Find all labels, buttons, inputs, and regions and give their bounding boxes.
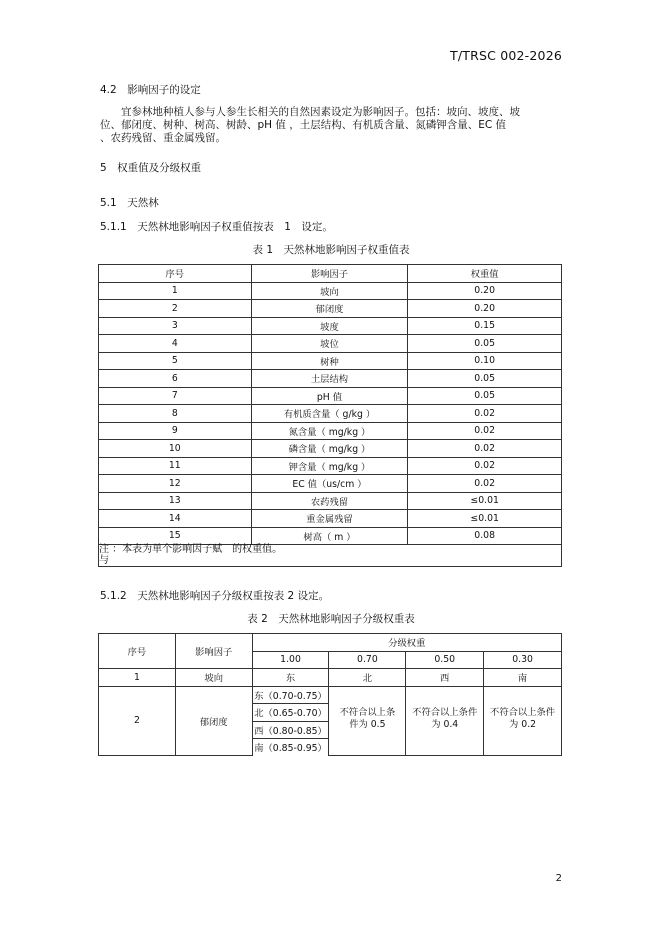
table-row [99, 457, 562, 475]
table-cell: 0.20 [408, 282, 562, 300]
table-cell: 2 [99, 686, 176, 756]
table-header-row [99, 634, 562, 652]
grade-header: 0.50 [406, 651, 484, 669]
paragraph-line: 宜参林地种植人参与人参生长相关的自然因素设定为影响因子。包括：坡向、坡度、坡 [100, 106, 520, 118]
column-header: 权重值 [408, 265, 562, 283]
cell-line: 为 0.2 [509, 718, 537, 730]
table-row [99, 440, 562, 458]
table-cell: 郁闭度 [175, 686, 252, 756]
grade-header: 1.00 [252, 651, 329, 669]
table1-caption: 表 1 天然林地影响因子权重值表 [252, 244, 410, 256]
table-cell: 13 [99, 492, 252, 510]
table-cell: 7 [99, 387, 252, 405]
table-cell: 有机质含量（ g/kg ） [251, 405, 408, 423]
column-header: 序号 [99, 634, 176, 669]
table-note-row [99, 545, 562, 567]
table-cell: 11 [99, 457, 252, 475]
cell-line: 不符合以上条件 [490, 706, 556, 718]
cell-line: 不符合以上条 [339, 706, 396, 718]
table-cell: 坡向 [251, 282, 408, 300]
table-cell: ≤0.01 [408, 510, 562, 528]
table-cell: 2 [99, 300, 252, 318]
column-header: 分级权重 [252, 634, 561, 652]
table-row [99, 669, 562, 687]
table-cell: 农药残留 [251, 492, 408, 510]
table-cell: 12 [99, 475, 252, 493]
table-cell: pH 值 [251, 387, 408, 405]
table-cell: 0.08 [408, 527, 562, 545]
table-row [99, 527, 562, 545]
section-4-2-paragraph [100, 106, 562, 145]
table-cell: 郁闭度 [251, 300, 408, 318]
cell-line: 件为 0.5 [349, 718, 386, 730]
table-cell: 5 [99, 352, 252, 370]
table-cell: 0.20 [408, 300, 562, 318]
table-cell: 东（0.70-0.75） [252, 686, 329, 704]
section-5-1-2-heading: 5.1.2 天然林地影响因子分级权重按表 2 设定。 [100, 590, 330, 602]
table-row [99, 300, 562, 318]
table-row [99, 282, 562, 300]
table-cell: 0.10 [408, 352, 562, 370]
section-5-1-1-heading: 5.1.1 天然林地影响因子权重值按表 1 设定。 [100, 221, 333, 233]
table-cell: 南 [484, 669, 562, 687]
table-cell: 0.15 [408, 317, 562, 335]
table-cell: 4 [99, 335, 252, 353]
table-row [99, 352, 562, 370]
table-row [99, 317, 562, 335]
table-row [99, 492, 562, 510]
column-header: 影响因子 [175, 634, 252, 669]
table-cell [329, 686, 406, 756]
table-cell: ≤0.01 [408, 492, 562, 510]
table-cell: EC 值（us/cm ） [251, 475, 408, 493]
page-number: 2 [555, 873, 562, 884]
table-cell: 重金属残留 [251, 510, 408, 528]
paragraph-line: 位、郁闭度、树种、树高、树龄、pH 值 ，土层结构、有机质含量、氮磷钾含量、EC 值 [100, 119, 507, 131]
table2 [98, 633, 562, 756]
document-code: T/TRSC 002-2026 [450, 48, 562, 63]
table-row [99, 510, 562, 528]
table-cell: 土层结构 [251, 370, 408, 388]
table-cell: 北 [329, 669, 406, 687]
table-row [99, 686, 562, 704]
table-row [99, 335, 562, 353]
table-cell: 东 [252, 669, 329, 687]
table-cell: 0.02 [408, 475, 562, 493]
paragraph-line: 、农药残留、重金属残留。 [100, 132, 226, 144]
table-row [99, 422, 562, 440]
table-cell: 10 [99, 440, 252, 458]
table-cell: 0.05 [408, 370, 562, 388]
section-4-2-heading: 4.2 影响因子的设定 [100, 84, 201, 96]
table-cell: 坡向 [175, 669, 252, 687]
table-cell: 14 [99, 510, 252, 528]
table2-caption: 表 2 天然林地影响因子分级权重表 [247, 613, 415, 625]
table-cell: 西（0.80-0.85） [252, 721, 329, 739]
table-cell: 坡度 [251, 317, 408, 335]
note-line: 注 ：本表为单个影响因子赋 的权重值。 [99, 544, 283, 555]
grade-header: 0.70 [329, 651, 406, 669]
table1 [98, 264, 562, 567]
table-cell: 树高（ m ） [251, 527, 408, 545]
table-cell: 9 [99, 422, 252, 440]
cell-line: 不符合以上条件 [412, 706, 478, 718]
table-header-row [99, 265, 562, 283]
table-cell: 0.02 [408, 422, 562, 440]
table-cell [406, 686, 484, 756]
table-cell: 北（0.65-0.70） [252, 704, 329, 722]
table-cell: 氮含量（ mg/kg ） [251, 422, 408, 440]
table-note [99, 545, 562, 567]
table-cell: 0.02 [408, 457, 562, 475]
table-row [99, 370, 562, 388]
table-cell: 0.05 [408, 387, 562, 405]
table-row [99, 475, 562, 493]
table-cell: 6 [99, 370, 252, 388]
table-cell: 坡位 [251, 335, 408, 353]
table-row [99, 387, 562, 405]
table-cell: 1 [99, 669, 176, 687]
cell-line: 为 0.4 [431, 718, 459, 730]
table-cell: 西 [406, 669, 484, 687]
table-cell: 3 [99, 317, 252, 335]
column-header: 序号 [99, 265, 252, 283]
table-cell: 钾含量（ mg/kg ） [251, 457, 408, 475]
section-5-heading: 5 权重值及分级权重 [100, 162, 202, 174]
section-5-1-heading: 5.1 天然林 [100, 197, 159, 209]
table-cell: 树种 [251, 352, 408, 370]
table-cell: 0.05 [408, 335, 562, 353]
note-line: 与 [99, 554, 109, 566]
table-cell: 15 [99, 527, 252, 545]
table-cell: 0.02 [408, 440, 562, 458]
table-row [99, 405, 562, 423]
table-cell [484, 686, 562, 756]
table-cell: 0.02 [408, 405, 562, 423]
table-cell: 南（0.85-0.95） [252, 739, 329, 756]
table-cell: 8 [99, 405, 252, 423]
column-header: 影响因子 [251, 265, 408, 283]
table-cell: 1 [99, 282, 252, 300]
grade-header: 0.30 [484, 651, 562, 669]
table-cell: 磷含量（ mg/kg ） [251, 440, 408, 458]
